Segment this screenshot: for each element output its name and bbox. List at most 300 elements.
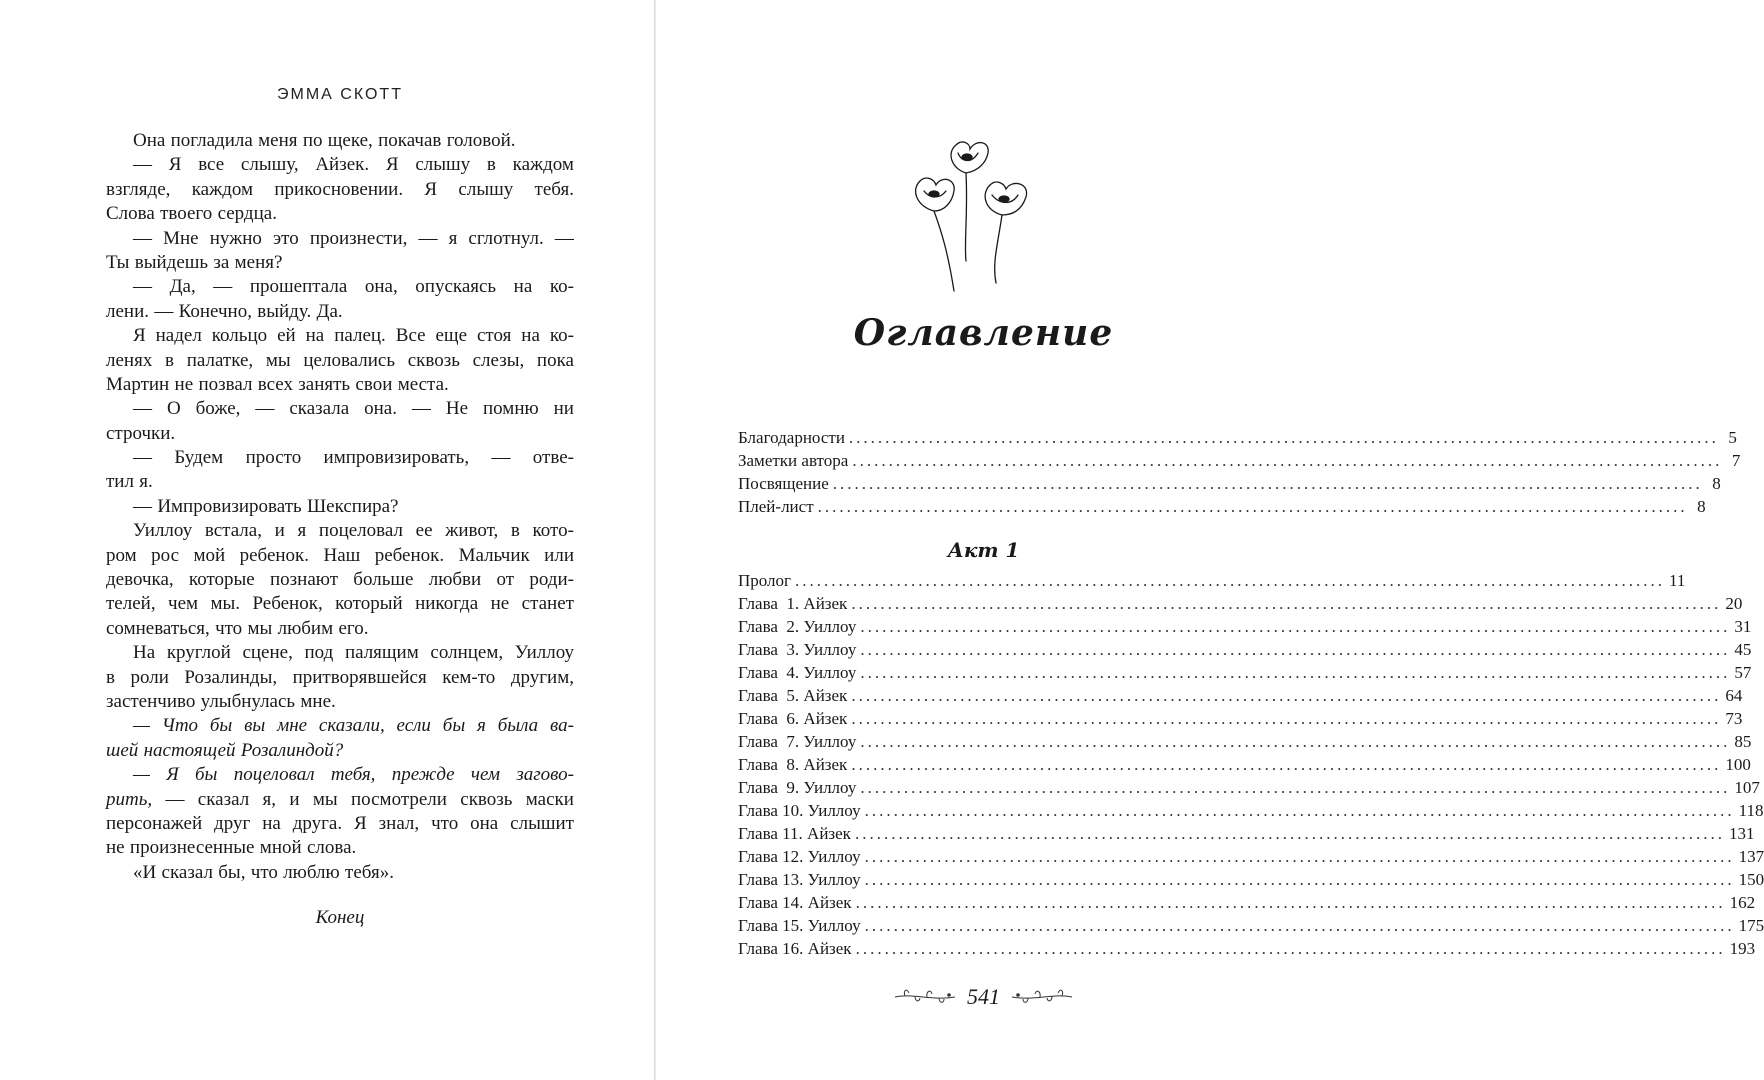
- poppy-flowers-icon: [906, 133, 1042, 293]
- word: палатке,: [186, 349, 254, 371]
- word: сквозь: [407, 349, 460, 371]
- word: тил: [106, 471, 134, 493]
- word: ко-: [549, 276, 574, 298]
- word: Ты: [106, 251, 130, 273]
- word: слышу,: [240, 154, 299, 176]
- toc-leader-dots: ........................................................................................................................: [852, 451, 1723, 470]
- toc-entry: [738, 592, 1743, 615]
- word: Ребенок,: [252, 593, 323, 615]
- word: Слова: [106, 203, 155, 225]
- toc-entry-page: 64: [1725, 686, 1743, 705]
- toc-leader-dots: ........................................................................................................................: [851, 709, 1722, 728]
- toc-leader-dots: ........................................................................................................................: [854, 824, 1725, 843]
- toc-leader-dots: ........................................................................................................................: [860, 617, 1731, 636]
- toc-entry-title: Глава 15. Уиллоу: [738, 916, 861, 935]
- text-line: [106, 714, 574, 738]
- toc-entry-page: 31: [1734, 617, 1752, 636]
- word: ей: [277, 325, 296, 347]
- toc-entry: [738, 822, 1755, 845]
- toc-entry-page: 45: [1734, 640, 1752, 659]
- word: и: [289, 788, 300, 810]
- toc-entry-title: Глава 1. Айзек: [738, 594, 848, 613]
- toc-leader-dots: ........................................................................................................................: [860, 663, 1731, 682]
- toc-entry-page: 193: [1729, 939, 1756, 958]
- word: —: [491, 447, 511, 469]
- toc-entry-title: Глава 8. Айзек: [738, 755, 848, 774]
- word: мы: [247, 617, 273, 639]
- word: круглой: [166, 642, 231, 664]
- word: от: [496, 569, 515, 591]
- toc-leader-dots: ........................................................................................................................: [851, 594, 1722, 613]
- toc-entry-page: 118: [1738, 801, 1764, 820]
- word: на: [305, 325, 325, 347]
- toc-entry-page: 131: [1728, 824, 1755, 843]
- word: тебя,: [330, 764, 376, 786]
- text-line: [106, 641, 574, 665]
- toc-leader-dots: ........................................................................................................................: [855, 893, 1726, 912]
- word: Айзек.: [315, 154, 370, 176]
- word: она,: [364, 276, 398, 298]
- word: бы: [442, 715, 466, 737]
- word: опускаясь: [415, 276, 497, 298]
- word: меня?: [234, 251, 283, 273]
- toc-leader-dots: ........................................................................................................................: [864, 801, 1735, 820]
- toc-entry-page: 8: [1712, 474, 1721, 493]
- word: ленях: [106, 349, 153, 371]
- text-line: [106, 690, 574, 714]
- word: в: [106, 666, 115, 688]
- word: Я: [166, 764, 179, 786]
- word: ром: [106, 544, 137, 566]
- word: Мне: [163, 227, 199, 249]
- toc-entry-page: 11: [1669, 571, 1686, 590]
- toc-leader-dots: ........................................................................................................................: [817, 497, 1688, 516]
- word: персонажей: [106, 812, 203, 834]
- word: —: [133, 447, 152, 469]
- word: любим: [277, 617, 334, 639]
- word: головой.: [446, 130, 516, 151]
- word: никогда: [415, 593, 479, 615]
- word: это: [273, 227, 299, 249]
- word: ва-: [549, 715, 574, 737]
- word: вы: [244, 715, 266, 737]
- word: На: [133, 642, 156, 664]
- word: —: [133, 495, 152, 517]
- word: ребенок.: [239, 544, 310, 566]
- word: сквозь: [460, 788, 513, 810]
- word: Мальчик: [458, 544, 530, 566]
- word: солнцем,: [430, 642, 504, 664]
- word: нужно: [209, 227, 262, 249]
- toc-entry: [738, 891, 1756, 914]
- toc-entry: [738, 868, 1764, 891]
- word: Я: [385, 154, 399, 176]
- toc-entry-page: 20: [1725, 594, 1743, 613]
- toc-entry: [738, 753, 1751, 776]
- word: взгляде,: [106, 178, 171, 200]
- text-line: [106, 788, 574, 812]
- word: Да,: [169, 276, 196, 298]
- toc-entry-title: Плей-лист: [738, 497, 814, 516]
- text-line: [106, 568, 574, 592]
- toc-entry: [738, 449, 1741, 472]
- word: сцене,: [242, 642, 293, 664]
- word: настоящей: [143, 739, 236, 761]
- text-line: [106, 227, 574, 251]
- word: еще: [435, 325, 467, 347]
- toc-leader-dots: ........................................................................................................................: [851, 755, 1722, 774]
- word: Конечно,: [178, 300, 252, 322]
- toc-entry-page: 100: [1725, 755, 1751, 774]
- word: девочка,: [106, 569, 174, 591]
- toc-heading: Оглавление: [853, 312, 1114, 354]
- toc-entry: [738, 730, 1752, 753]
- word: строчки.: [106, 422, 176, 444]
- toc-leader-dots: ........................................................................................................................: [848, 428, 1719, 447]
- word: которые: [188, 569, 255, 591]
- word: притворявшейся: [292, 666, 427, 688]
- word: —: [554, 227, 574, 249]
- word: Не: [445, 398, 469, 420]
- word: слезы,: [472, 349, 525, 371]
- word: который: [335, 593, 403, 615]
- word: Что: [161, 715, 199, 737]
- word: Импровизировать: [157, 495, 302, 517]
- text-line: [106, 202, 574, 226]
- text-line: [106, 349, 574, 373]
- word: маски: [525, 788, 574, 810]
- word: мы.: [210, 593, 241, 615]
- toc-entry-page: 137: [1738, 847, 1764, 866]
- text-line: [106, 739, 574, 763]
- word: рить,: [106, 788, 153, 810]
- word: мне.: [300, 690, 336, 712]
- word: я: [297, 520, 307, 542]
- toc-entry-title: Глава 4. Уиллоу: [738, 663, 857, 682]
- word: друг: [214, 812, 251, 834]
- word: Она: [133, 130, 166, 151]
- word: произнести,: [309, 227, 408, 249]
- toc-entry-title: Пролог: [738, 571, 792, 590]
- toc-leader-dots: ........................................................................................................................: [860, 778, 1731, 797]
- toc-entry-page: 8: [1697, 497, 1706, 516]
- word: сказала: [289, 398, 350, 420]
- word: Розалиндой?: [240, 739, 344, 761]
- word: поцеловал: [233, 764, 315, 786]
- text-line: [106, 617, 574, 641]
- word: —: [133, 398, 152, 420]
- word: роли: [130, 666, 169, 688]
- word: стоя: [476, 325, 512, 347]
- toc-entry-title: Глава 14. Айзек: [738, 893, 852, 912]
- toc-entry-title: Глава 13. Уиллоу: [738, 870, 861, 889]
- word: Я: [354, 812, 367, 834]
- word: лени.: [106, 300, 150, 322]
- word: выйдешь: [134, 251, 209, 273]
- word: живот,: [445, 520, 499, 542]
- word: друга.: [292, 812, 343, 834]
- ending-text: Конец: [315, 907, 365, 929]
- toc-leader-dots: ........................................................................................................................: [795, 571, 1666, 590]
- word: Будем: [174, 447, 224, 469]
- word: сглотнул.: [468, 227, 544, 249]
- word: сказал: [197, 788, 250, 810]
- toc-entry: [738, 495, 1706, 518]
- text-line: [106, 300, 574, 324]
- word: Все: [395, 325, 426, 347]
- word: что: [250, 861, 278, 883]
- toc-entry-page: 5: [1728, 428, 1737, 447]
- word: места.: [397, 373, 449, 395]
- word: сердца.: [217, 203, 277, 225]
- word: боже,: [195, 398, 241, 420]
- word: каждом: [512, 154, 574, 176]
- toc-entry: [738, 845, 1764, 868]
- word: меня: [258, 130, 298, 151]
- word: помню: [482, 398, 539, 420]
- toc-entry-page: 73: [1725, 709, 1743, 728]
- word: пока: [536, 349, 574, 371]
- word: другим,: [510, 666, 574, 688]
- word: покачав: [378, 130, 442, 151]
- word: улыбнулась: [200, 690, 296, 712]
- toc-entry-page: 107: [1734, 778, 1760, 797]
- word: отве-: [532, 447, 574, 469]
- toc-entry-page: 57: [1734, 663, 1752, 682]
- word: бы,: [218, 861, 246, 883]
- text-line: [106, 324, 574, 348]
- toc-leader-dots: ........................................................................................................................: [864, 916, 1735, 935]
- word: я.: [139, 471, 153, 493]
- word: я: [448, 227, 458, 249]
- text-line: [106, 275, 574, 299]
- word: слышит: [510, 812, 574, 834]
- word: в: [486, 154, 496, 176]
- word: —: [133, 227, 152, 249]
- word: твоего: [160, 203, 213, 225]
- toc-entry: [738, 776, 1760, 799]
- word: сказал: [161, 861, 213, 883]
- toc-entry: [738, 799, 1764, 822]
- toc-leader-dots: ........................................................................................................................: [864, 870, 1735, 889]
- toc-leader-dots: ........................................................................................................................: [855, 939, 1726, 958]
- running-head: ЭММА СКОТТ: [277, 86, 403, 103]
- toc-entry-page: 150: [1738, 870, 1764, 889]
- word: просто: [245, 447, 302, 469]
- text-line: [106, 763, 574, 787]
- text-line: [106, 812, 574, 836]
- word: знал,: [378, 812, 420, 834]
- word: в: [165, 349, 175, 371]
- toc-entry: [738, 426, 1737, 449]
- text-line: [106, 519, 574, 543]
- toc-entry-title: Глава 3. Уиллоу: [738, 640, 857, 659]
- toc-entry-page: 175: [1738, 916, 1764, 935]
- word: всех: [257, 373, 293, 395]
- word: в: [510, 520, 520, 542]
- word: прежде: [391, 764, 455, 786]
- word: Я: [168, 154, 182, 176]
- text-line: [106, 861, 574, 885]
- word: Я: [424, 178, 438, 200]
- word: погладила: [170, 130, 253, 151]
- word: загово-: [516, 764, 574, 786]
- toc-entry-page: 7: [1731, 451, 1741, 470]
- text-line: [106, 836, 574, 860]
- toc-entry-title: Заметки автора: [738, 451, 849, 470]
- word: слышу: [458, 178, 514, 200]
- text-line: [106, 178, 574, 202]
- word: произнесенные: [129, 837, 255, 859]
- word: шей: [106, 739, 139, 761]
- text-line: [106, 397, 574, 421]
- word: надел: [155, 325, 202, 347]
- word: чем: [168, 593, 199, 615]
- toc-leader-dots: ........................................................................................................................: [851, 686, 1722, 705]
- word: —: [255, 398, 275, 420]
- word: за: [213, 251, 230, 273]
- toc-entry: [738, 684, 1743, 707]
- word: занять: [298, 373, 351, 395]
- toc-entry-title: Глава 12. Уиллоу: [738, 847, 861, 866]
- body-text: [106, 129, 574, 931]
- word: щеке,: [327, 130, 373, 151]
- word: любви: [428, 569, 482, 591]
- toc-entry: [738, 937, 1756, 960]
- word: не: [490, 593, 510, 615]
- word: она.: [364, 398, 397, 420]
- word: кото-: [532, 520, 574, 542]
- word: была: [497, 715, 539, 737]
- toc-entry: [738, 615, 1752, 638]
- word: на: [521, 325, 540, 347]
- word: —: [133, 154, 152, 176]
- text-line: [106, 446, 574, 470]
- word: застенчиво: [106, 690, 196, 712]
- word: каждом: [191, 178, 254, 200]
- toc-entry-page: 162: [1729, 893, 1756, 912]
- toc-entry-title: Посвящение: [738, 474, 829, 493]
- word: его.: [338, 617, 369, 639]
- text-line: [106, 544, 574, 568]
- word: по: [302, 130, 323, 151]
- word: бы: [194, 764, 218, 786]
- word: прошептала: [249, 276, 348, 298]
- text-line: [106, 470, 574, 494]
- word: люблю: [283, 861, 340, 883]
- word: «И: [133, 861, 157, 883]
- toc-entry-page: 85: [1734, 732, 1752, 751]
- word: свои: [355, 373, 393, 395]
- sprig-ornament-icon: [1010, 985, 1074, 1009]
- toc-entry: [738, 661, 1752, 684]
- word: телей,: [106, 593, 156, 615]
- word: под: [304, 642, 334, 664]
- word: —: [133, 276, 152, 298]
- toc-leader-dots: ........................................................................................................................: [832, 474, 1703, 493]
- toc-leader-dots: ........................................................................................................................: [864, 847, 1735, 866]
- word: мы: [265, 349, 291, 371]
- word: сомневаться,: [106, 617, 210, 639]
- word: посмотрели: [350, 788, 447, 810]
- word: —: [411, 398, 431, 420]
- sprig-ornament-icon: [893, 985, 957, 1009]
- word: мой: [193, 544, 226, 566]
- toc-leader-dots: ........................................................................................................................: [860, 640, 1731, 659]
- word: Шекспира?: [306, 495, 399, 517]
- word: не: [174, 373, 194, 395]
- toc-entry-title: Глава 16. Айзек: [738, 939, 852, 958]
- word: что: [431, 812, 459, 834]
- word: все: [198, 154, 225, 176]
- word: сказали,: [318, 715, 385, 737]
- text-line: [106, 153, 574, 177]
- word: Уиллоу: [514, 642, 574, 664]
- word: кем-то: [442, 666, 496, 688]
- word: и: [274, 520, 285, 542]
- word: Уиллоу: [133, 520, 193, 542]
- word: мной: [259, 837, 302, 859]
- text-line: [106, 592, 574, 616]
- word: Да.: [316, 300, 343, 322]
- toc-entry-title: Глава 9. Уиллоу: [738, 778, 857, 797]
- word: слова.: [306, 837, 357, 859]
- word: слышу: [415, 154, 471, 176]
- word: больше: [353, 569, 414, 591]
- text-line: [106, 666, 574, 690]
- word: мы: [312, 788, 338, 810]
- word: Я: [133, 325, 146, 347]
- word: ко-: [549, 325, 574, 347]
- toc-entry: [738, 472, 1721, 495]
- text-line: [106, 422, 574, 446]
- word: ее: [415, 520, 433, 542]
- word: не: [106, 837, 125, 859]
- text-line: [106, 495, 574, 519]
- word: палец.: [334, 325, 386, 347]
- word: —: [133, 764, 150, 786]
- toc-entry: [738, 569, 1686, 592]
- word: —: [154, 300, 174, 322]
- word: на: [262, 812, 281, 834]
- toc-entry: [738, 707, 1743, 730]
- word: —: [213, 276, 233, 298]
- word: ни: [553, 398, 574, 420]
- word: поцеловал: [318, 520, 403, 542]
- toc-front-matter: [738, 426, 1741, 518]
- word: —: [133, 715, 150, 737]
- word: на: [513, 276, 533, 298]
- word: рос: [151, 544, 180, 566]
- text-line: [106, 251, 574, 275]
- word: тебя.: [534, 178, 574, 200]
- toc-entry: [738, 638, 1752, 661]
- word: она: [470, 812, 499, 834]
- page-folio: [656, 984, 1311, 1010]
- word: Мартин: [106, 373, 170, 395]
- word: целовались: [303, 349, 396, 371]
- toc-entry: [738, 914, 1764, 937]
- toc-entry-title: Глава 7. Уиллоу: [738, 732, 857, 751]
- word: роди-: [529, 569, 574, 591]
- word: Наш: [323, 544, 361, 566]
- word: тебя».: [345, 861, 394, 883]
- toc-leader-dots: ........................................................................................................................: [860, 732, 1731, 751]
- toc-entry-title: Глава 2. Уиллоу: [738, 617, 857, 636]
- toc-entry-title: Глава 11. Айзек: [738, 824, 851, 843]
- word: импровизировать,: [323, 447, 470, 469]
- word: прикосновении.: [274, 178, 404, 200]
